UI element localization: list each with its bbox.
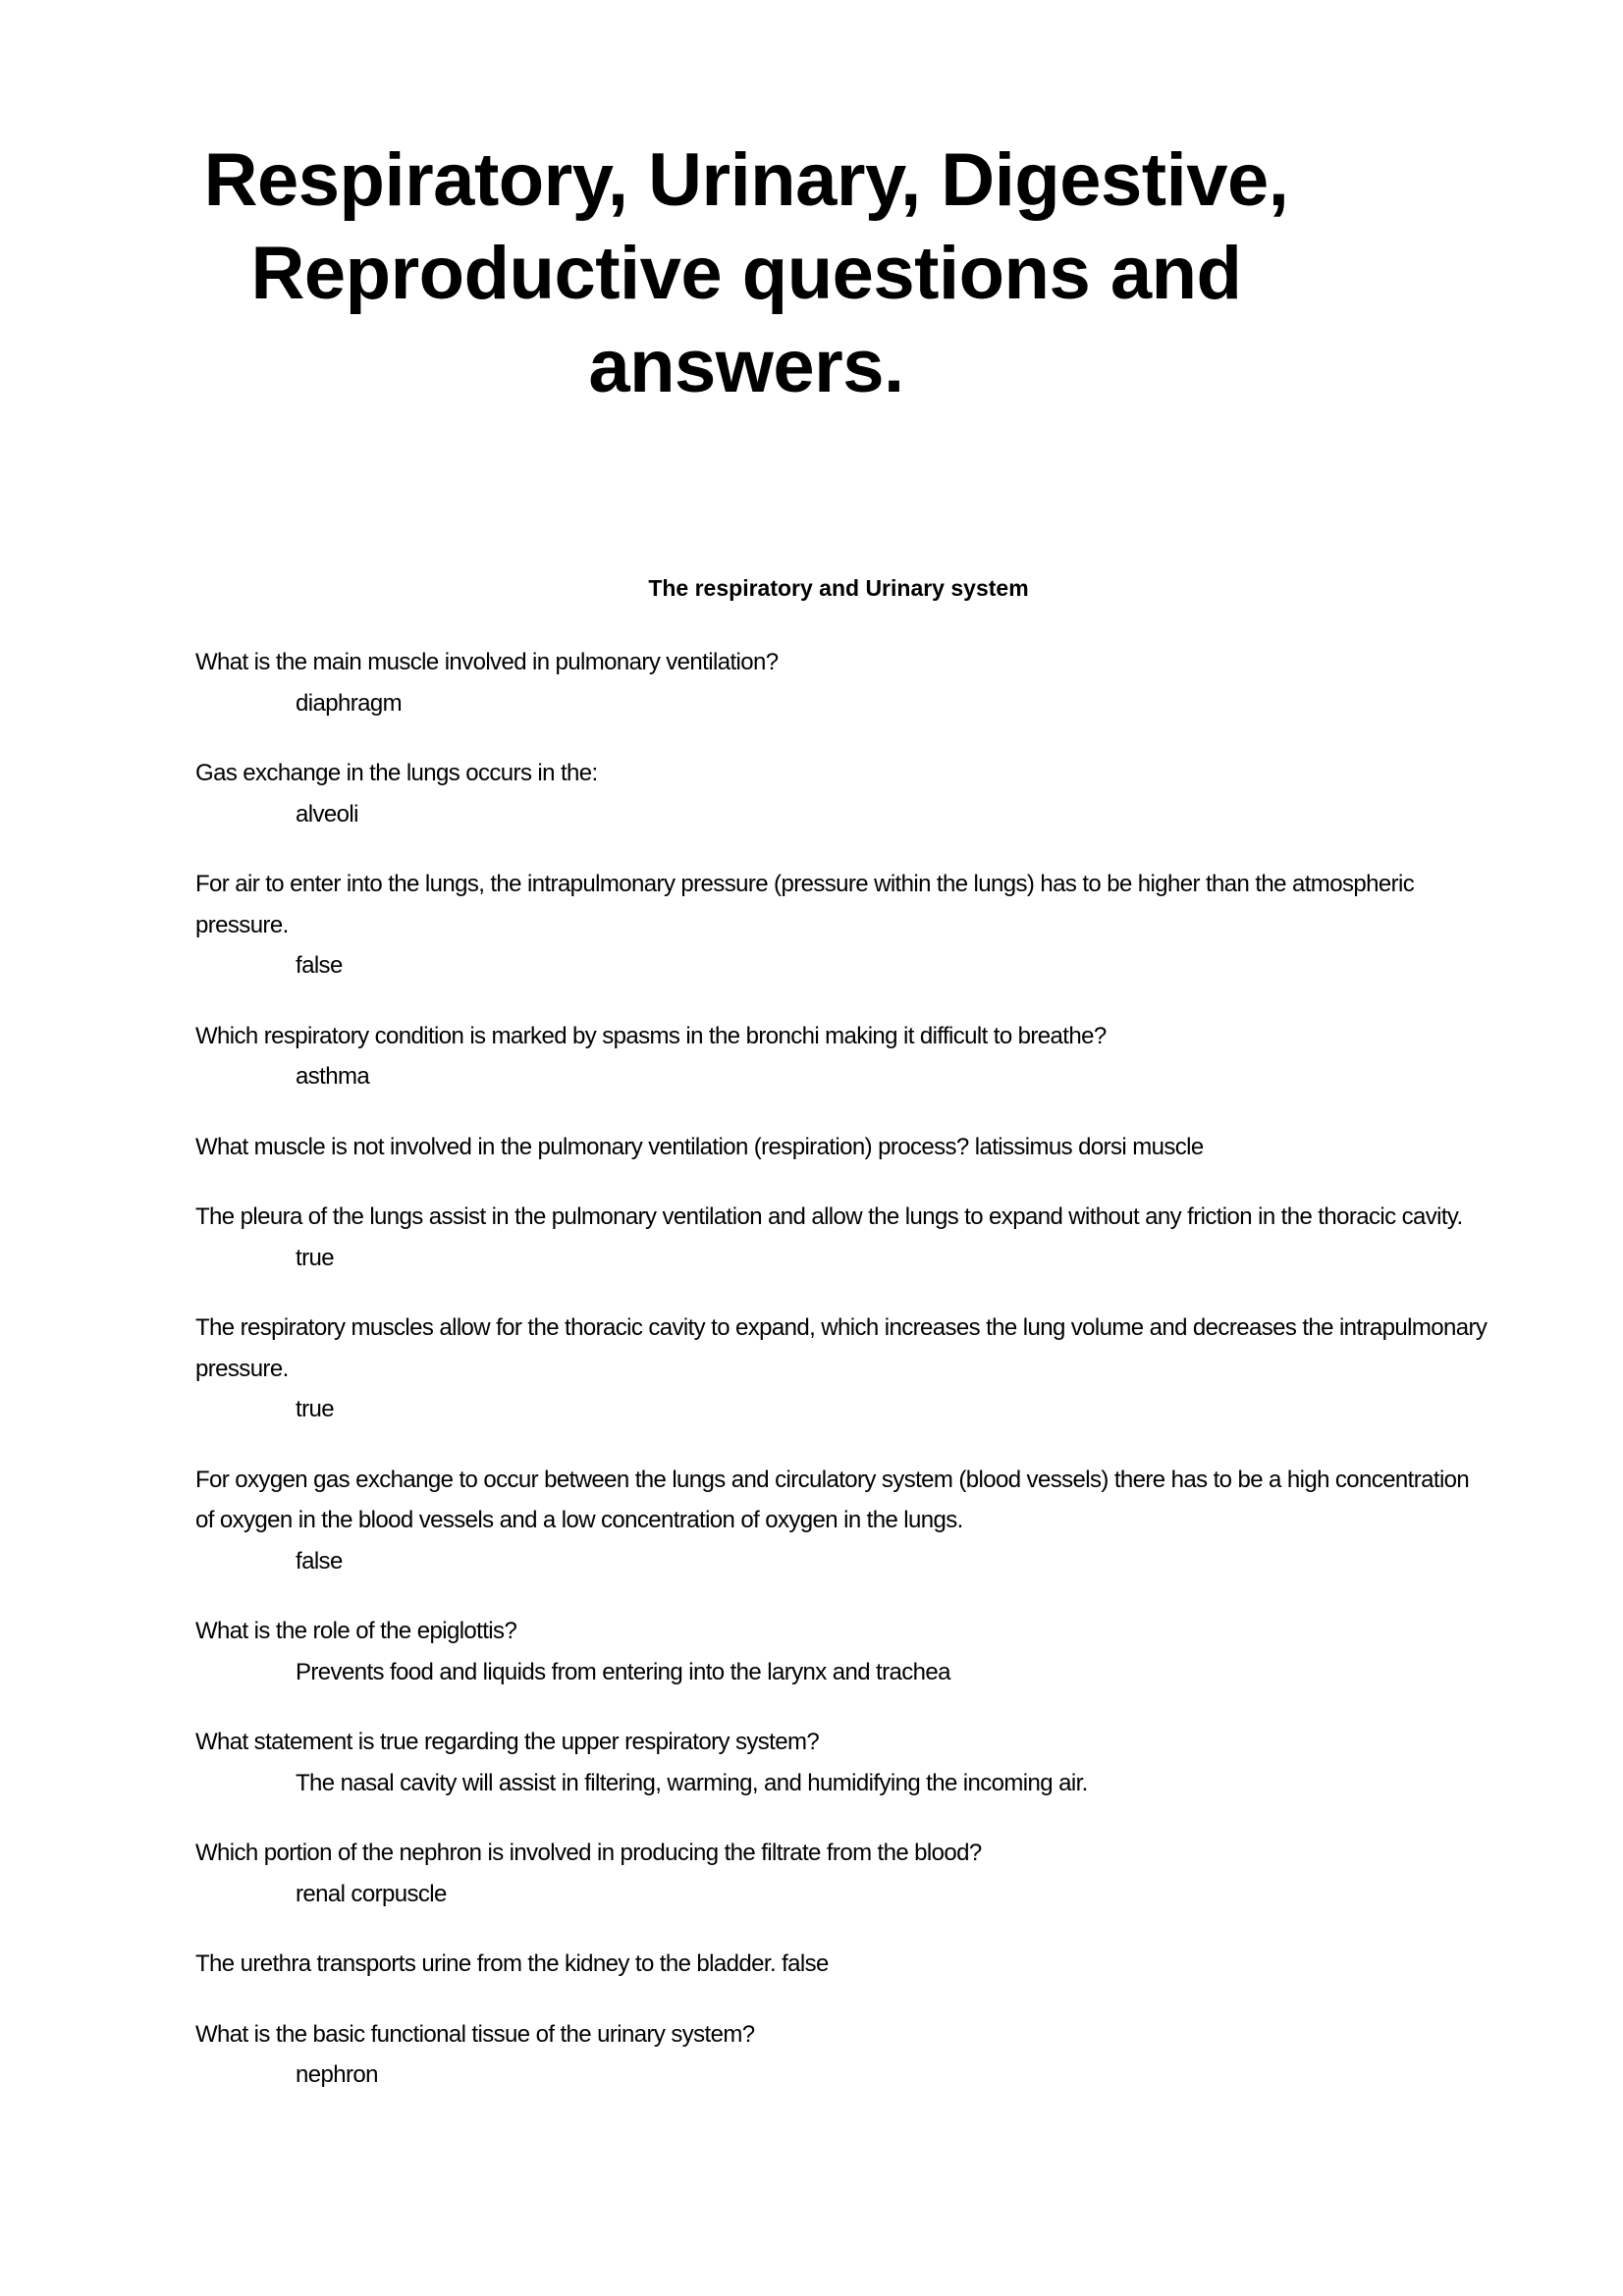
question: Which portion of the nephron is involved in producing the filtrate from the blood? (195, 1840, 982, 1866)
answer: asthma (296, 1063, 370, 1090)
question: What statement is true regarding the upper respiratory system? (195, 1729, 820, 1755)
answer: renal corpuscle (296, 1880, 447, 1907)
qa-item (195, 1308, 1491, 1430)
question: For oxygen gas exchange to occur between the lungs and circulatory system (blood vessels) there has to be a high concentration of oxygen in the blood vessels and a low concentration of oxygen in the lungs. (195, 1466, 1470, 1533)
qa-item (195, 1944, 1491, 1985)
question: What muscle is not involved in the pulmonary ventilation (respiration) process? latissimus dorsi muscle (195, 1133, 1204, 1160)
section-heading: The respiratory and Urinary system (648, 575, 1029, 601)
answer: false (296, 952, 343, 979)
answer: true (296, 1396, 334, 1422)
title-line: Reproductive questions and (250, 232, 1242, 315)
question: Gas exchange in the lungs occurs in the: (195, 760, 598, 786)
question: What is the role of the epiglottis? (195, 1618, 517, 1644)
question: For air to enter into the lungs, the intrapulmonary pressure (pressure within the lungs) has to be higher than the atmospheric pressure. (195, 871, 1415, 938)
answer: The nasal cavity will assist in filtering, warming, and humidifying the incoming air. (296, 1769, 1088, 1796)
question: The respiratory muscles allow for the thoracic cavity to expand, which increases the lung volume and decreases the intrapulmonary pressure. (195, 1314, 1488, 1382)
qa-item (195, 1197, 1491, 1278)
answer: nephron (296, 2061, 378, 2088)
question: Which respiratory condition is marked by spasms in the bronchi making it difficult to breathe? (195, 1022, 1107, 1049)
qa-item (195, 1460, 1491, 1582)
answer: diaphragm (296, 689, 403, 717)
qa-item (195, 1722, 1491, 1803)
qa-item (195, 1127, 1491, 1168)
qa-list (195, 642, 1491, 2125)
question: What is the main muscle involved in pulmonary ventilation? (195, 649, 779, 675)
document-title (0, 133, 1492, 413)
answer: false (296, 1547, 343, 1575)
qa-item (195, 753, 1491, 834)
title-line: answers. (588, 325, 904, 408)
qa-item (195, 864, 1491, 987)
answer: alveoli (296, 800, 358, 828)
qa-item (195, 1833, 1491, 1914)
qa-item (195, 2014, 1491, 2096)
answer: true (296, 1244, 334, 1271)
question: The urethra transports urine from the kidney to the bladder. false (195, 1950, 829, 1977)
qa-item (195, 642, 1491, 723)
qa-item (195, 1016, 1491, 1097)
question: What is the basic functional tissue of the urinary system? (195, 2020, 755, 2048)
question: The pleura of the lungs assist in the pulmonary ventilation and allow the lungs to expand without any friction in the thoracic cavity. (195, 1203, 1463, 1230)
title-line: Respiratory, Urinary, Digestive, (203, 138, 1289, 222)
answer: Prevents food and liquids from entering into the larynx and trachea (296, 1658, 950, 1685)
qa-item (195, 1611, 1491, 1692)
